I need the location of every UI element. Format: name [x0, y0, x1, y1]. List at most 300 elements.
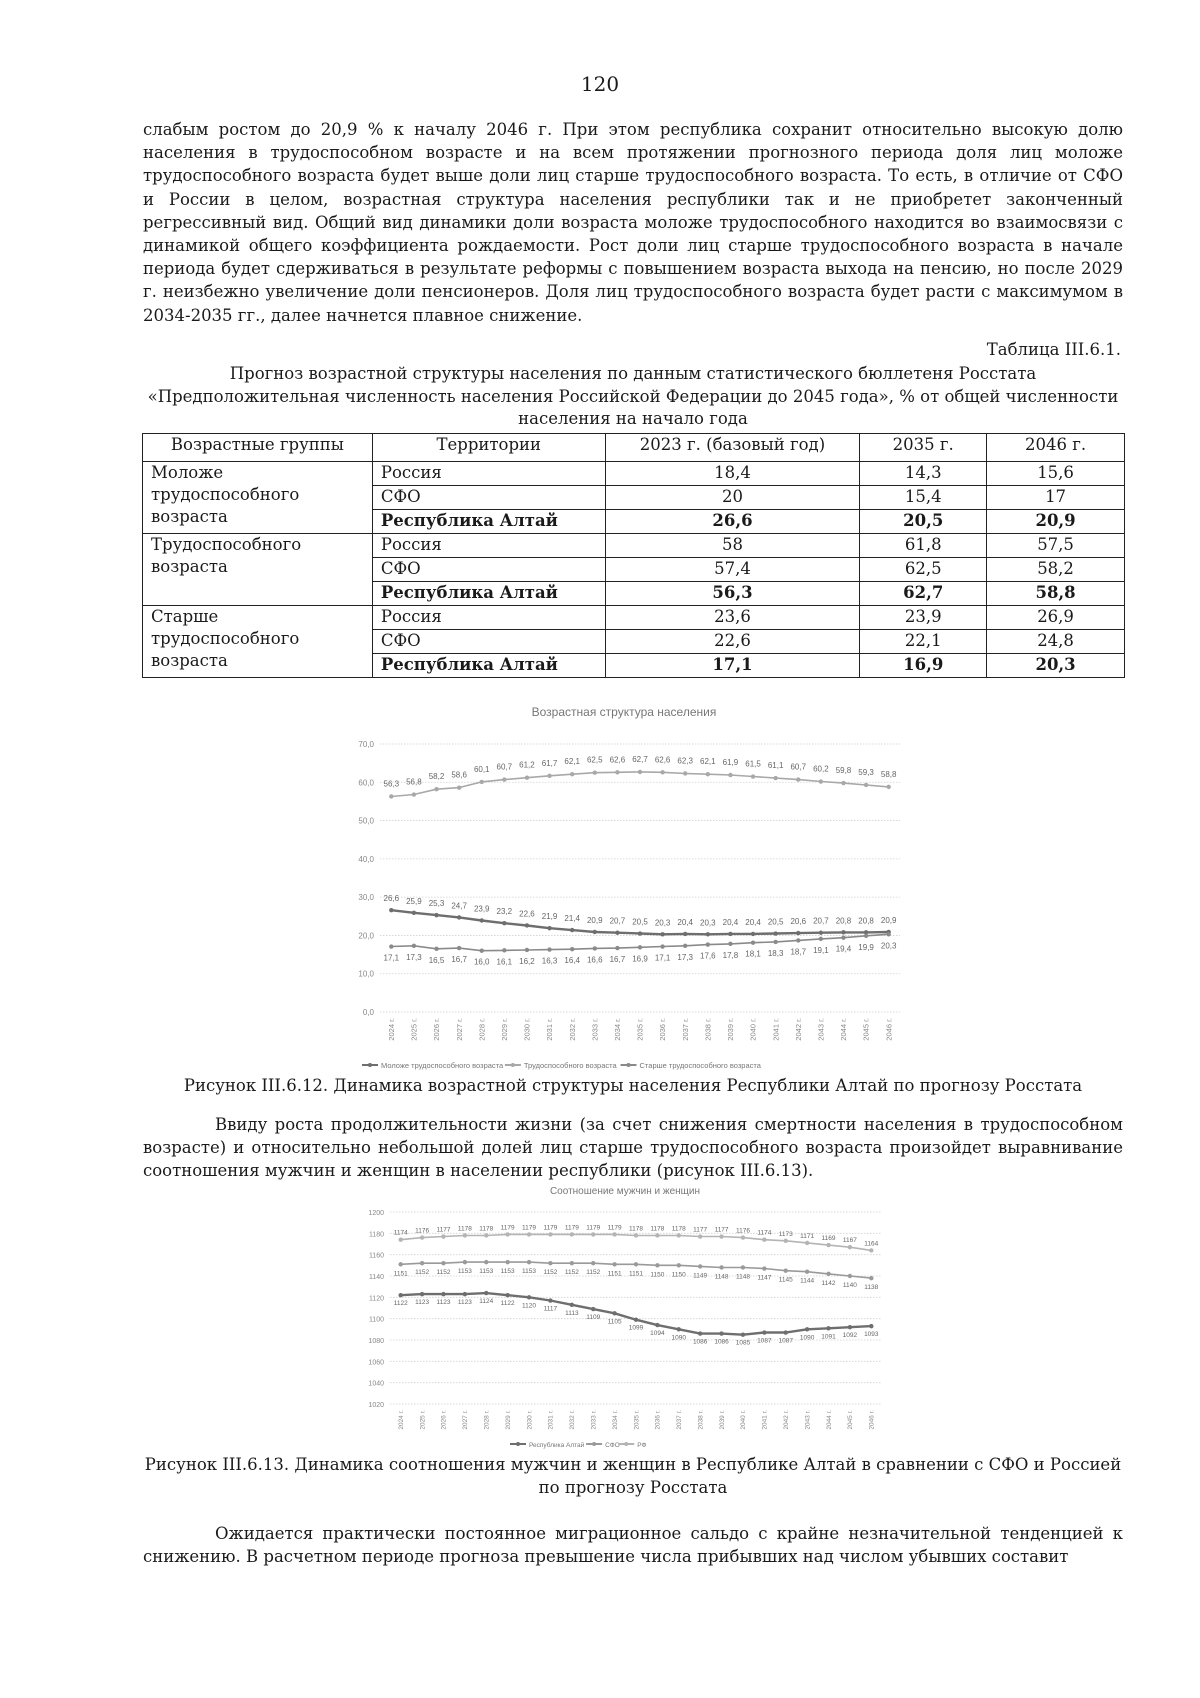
data-point — [570, 947, 574, 951]
value-cell: 23,6 — [605, 606, 860, 630]
data-label: 1177 — [693, 1226, 708, 1234]
data-label: 1090 — [671, 1334, 687, 1342]
x-tick-label: 2025 г. — [419, 1410, 427, 1430]
data-point — [398, 1262, 402, 1266]
value-cell: 58,8 — [987, 582, 1125, 606]
data-point — [502, 777, 506, 781]
data-point — [741, 1235, 745, 1239]
data-point — [773, 940, 777, 944]
data-label: 1174 — [393, 1229, 408, 1237]
data-label: 18,1 — [745, 949, 761, 959]
data-label: 1171 — [800, 1232, 815, 1240]
x-tick-label: 2044 г. — [839, 1018, 849, 1041]
table-caption: Прогноз возрастной структуры населения по данным статистического бюллетеня Росстата «Предположительная численность населения Российской Федерации до 2045 года», % от общей численности населения на начало года — [147, 364, 1119, 428]
data-point — [505, 1232, 509, 1236]
value-cell: 20,5 — [860, 510, 987, 534]
data-label: 1123 — [436, 1299, 451, 1307]
data-point — [593, 946, 597, 950]
data-point — [677, 1263, 681, 1267]
data-point — [655, 1323, 659, 1327]
x-tick-label: 2024 г. — [386, 1018, 396, 1041]
data-point — [527, 1232, 531, 1236]
y-tick-label: 1180 — [368, 1231, 384, 1239]
data-label: 1153 — [479, 1268, 494, 1276]
data-point — [841, 781, 845, 785]
data-point — [773, 931, 777, 935]
data-point — [412, 911, 416, 915]
data-point — [420, 1292, 424, 1296]
value-cell: 22,6 — [605, 630, 860, 654]
value-cell: 58 — [605, 534, 860, 558]
x-tick-label: 2043 г. — [804, 1410, 812, 1430]
data-label: 16,7 — [451, 955, 467, 965]
data-point — [398, 1293, 402, 1297]
figure-caption: Рисунок III.6.12. Динамика возрастной структуры населения Республики Алтай по прогнозу Росстата — [183, 1076, 1083, 1095]
data-point — [412, 944, 416, 948]
data-label: 1150 — [650, 1271, 665, 1279]
data-point — [762, 1238, 766, 1242]
legend-label: СФО — [605, 1442, 620, 1449]
data-label: 1152 — [415, 1269, 430, 1277]
x-tick-label: 2045 г. — [861, 1018, 871, 1041]
data-point — [805, 1327, 809, 1331]
data-point — [728, 773, 732, 777]
data-point — [796, 777, 800, 781]
data-point — [548, 1261, 552, 1265]
data-point — [841, 936, 845, 940]
data-label: 1179 — [564, 1224, 579, 1232]
x-tick-label: 2039 г. — [718, 1410, 726, 1430]
x-tick-label: 2037 г. — [676, 1410, 684, 1430]
data-label: 1152 — [564, 1269, 579, 1277]
data-point — [548, 1298, 552, 1302]
data-label: 20,9 — [586, 915, 603, 925]
value-cell: 20,3 — [987, 654, 1125, 678]
data-label: 1178 — [457, 1225, 472, 1233]
data-point — [698, 1264, 702, 1268]
data-point — [434, 913, 438, 917]
legend-label: Моложе трудоспособного возраста — [381, 1061, 504, 1070]
value-cell: 18,4 — [605, 462, 860, 486]
data-point — [484, 1233, 488, 1237]
data-point — [463, 1233, 467, 1237]
data-label: 1153 — [457, 1268, 472, 1276]
x-tick-label: 2025 г. — [409, 1018, 419, 1041]
value-cell: 57,5 — [987, 534, 1125, 558]
data-label: 56,8 — [406, 777, 422, 787]
data-label: 62,7 — [632, 754, 648, 764]
territory-cell: СФО — [372, 486, 605, 510]
data-point — [570, 928, 574, 932]
legend-marker — [627, 1063, 631, 1067]
data-point — [612, 1262, 616, 1266]
chart-title: Возрастная структура населения — [531, 705, 717, 719]
data-label: 20,5 — [767, 917, 784, 927]
value-cell: 15,6 — [987, 462, 1125, 486]
data-label: 16,3 — [541, 956, 558, 966]
y-tick-label: 10,0 — [358, 969, 374, 979]
data-label: 59,8 — [835, 766, 852, 776]
data-point — [869, 1324, 873, 1328]
data-label: 1148 — [735, 1273, 750, 1281]
data-label: 1092 — [842, 1332, 858, 1340]
data-label: 1152 — [543, 1269, 558, 1277]
table-header: 2035 г. — [860, 434, 987, 462]
data-point — [886, 932, 890, 936]
x-tick-label: 2041 г. — [761, 1410, 769, 1430]
data-label: 20,9 — [880, 915, 897, 925]
data-label: 61,5 — [745, 759, 761, 769]
data-label: 20,8 — [858, 916, 874, 926]
data-point — [848, 1325, 852, 1329]
data-label: 62,1 — [564, 757, 580, 767]
value-cell: 24,8 — [987, 630, 1125, 654]
data-point — [457, 946, 461, 950]
territory-cell: Россия — [372, 462, 605, 486]
data-point — [570, 1303, 574, 1307]
data-label: 21,4 — [564, 914, 580, 924]
value-cell: 16,9 — [860, 654, 987, 678]
data-point — [864, 783, 868, 787]
data-point — [784, 1330, 788, 1334]
data-point — [570, 1232, 574, 1236]
data-point — [547, 926, 551, 930]
data-label: 60,2 — [813, 764, 829, 774]
data-point — [463, 1260, 467, 1264]
data-label: 20,7 — [609, 916, 626, 926]
data-point — [548, 1232, 552, 1236]
data-label: 1099 — [628, 1324, 644, 1332]
body-paragraph: слабым ростом до 20,9 % к началу 2046 г. При этом республика сохранит относительно высокую долю населения в трудоспособном возрасте и на всем протяжении прогнозного периода доля лиц моложе трудоспособного возраста будет выше доли лиц старше трудоспособного возраста. То есть, в отличие от СФО и России в целом, возрастная структура населения республики так и не приобретет законченный регрессивный вид. Общий вид динамики доли возраста моложе трудоспособного находится во взаимосвязи с динамикой общего коэффициента рождаемости. Рост доли лиц старше трудоспособного возраста в начале периода будет сдерживаться в результате реформы с повышением возраста выхода на пенсию, но после 2029 г. неизбежно увеличение доли пенсионеров. Доля лиц трудоспособного возраста будет расти с максимумом в 2034-2035 гг., далее начнется плавное снижение. — [143, 120, 1123, 325]
data-point — [826, 1326, 830, 1330]
data-point — [719, 1265, 723, 1269]
data-label: 1178 — [629, 1225, 643, 1233]
data-point — [634, 1233, 638, 1237]
value-cell: 23,9 — [860, 606, 987, 630]
data-label: 1113 — [565, 1309, 579, 1317]
data-label: 20,8 — [835, 916, 852, 926]
data-label: 62,6 — [654, 755, 671, 765]
y-tick-label: 1160 — [368, 1252, 384, 1260]
data-label: 1177 — [714, 1226, 729, 1234]
x-tick-label: 2037 г. — [680, 1018, 690, 1041]
data-point — [591, 1307, 595, 1311]
data-label: 17,1 — [654, 953, 671, 963]
data-point — [480, 918, 484, 922]
data-label: 1085 — [735, 1339, 751, 1347]
data-label: 24,7 — [451, 901, 467, 911]
age-structure-table — [142, 433, 1125, 678]
data-label: 60,1 — [473, 764, 490, 774]
data-point — [527, 1260, 531, 1264]
data-label: 16,4 — [564, 956, 580, 966]
data-point — [784, 1239, 788, 1243]
data-point — [591, 1232, 595, 1236]
data-point — [660, 932, 664, 936]
data-label: 1105 — [607, 1318, 622, 1326]
data-label: 1093 — [864, 1331, 879, 1339]
chart-title: Соотношение мужчин и женщин — [549, 1186, 701, 1197]
data-point — [805, 1270, 809, 1274]
data-point — [634, 1262, 638, 1266]
data-point — [547, 947, 551, 951]
x-tick-label: 2038 г. — [703, 1018, 713, 1041]
data-label: 62,3 — [677, 756, 694, 766]
data-point — [547, 774, 551, 778]
data-point — [525, 923, 529, 927]
data-point — [525, 948, 529, 952]
data-point — [434, 947, 438, 951]
data-point — [434, 787, 438, 791]
data-point — [389, 944, 393, 948]
data-label: 20,6 — [790, 917, 807, 927]
data-label: 1179 — [586, 1224, 601, 1232]
data-label: 1176 — [735, 1227, 750, 1235]
data-label: 17,1 — [383, 953, 400, 963]
data-label: 1123 — [415, 1299, 430, 1307]
data-label: 1178 — [671, 1225, 686, 1233]
data-point — [698, 1234, 702, 1238]
y-tick-label: 1040 — [368, 1380, 384, 1388]
value-cell: 26,9 — [987, 606, 1125, 630]
data-label: 1138 — [864, 1284, 879, 1292]
data-point — [441, 1234, 445, 1238]
x-tick-label: 2027 г. — [454, 1018, 464, 1041]
table-header: Возрастные группы — [143, 434, 373, 462]
data-label: 20,5 — [632, 917, 648, 927]
data-label: 1176 — [415, 1227, 430, 1235]
x-tick-label: 2031 г. — [547, 1410, 555, 1430]
data-point — [826, 1272, 830, 1276]
x-tick-label: 2045 г. — [847, 1410, 855, 1430]
value-cell: 58,2 — [987, 558, 1125, 582]
value-cell: 15,4 — [860, 486, 987, 510]
data-label: 1148 — [714, 1273, 729, 1281]
data-label: 1174 — [757, 1229, 772, 1237]
data-point — [683, 932, 687, 936]
data-label: 1151 — [393, 1270, 408, 1278]
data-label: 62,6 — [609, 755, 626, 765]
data-label: 18,3 — [767, 948, 784, 958]
x-tick-label: 2046 г. — [868, 1410, 876, 1430]
data-label: 1087 — [757, 1337, 772, 1345]
territory-cell: Республика Алтай — [372, 654, 605, 678]
data-label: 17,6 — [700, 951, 716, 961]
y-tick-label: 70,0 — [358, 740, 374, 749]
data-point — [826, 1243, 830, 1247]
data-point — [741, 1265, 745, 1269]
body-paragraph: Ввиду роста продолжительности жизни (за счет снижения смертности населения в трудоспособном возрасте) и относительно небольшой долей лиц старше трудоспособного возраста произойдет выравнивание соотношения мужчин и женщин в населении республики (рисунок III.6.13). — [143, 1115, 1123, 1181]
data-label: 1150 — [671, 1271, 686, 1279]
data-point — [441, 1261, 445, 1265]
data-label: 1122 — [500, 1300, 515, 1308]
x-tick-label: 2039 г. — [726, 1018, 736, 1041]
data-label: 1124 — [479, 1298, 494, 1306]
sex-ratio-chart — [360, 1182, 890, 1450]
data-point — [655, 1233, 659, 1237]
data-label: 20,4 — [745, 917, 761, 927]
table-row — [143, 606, 1125, 630]
data-label: 62,1 — [700, 757, 716, 767]
data-label: 20,4 — [677, 917, 694, 927]
data-point — [796, 938, 800, 942]
value-cell: 22,1 — [860, 630, 987, 654]
data-label: 61,9 — [722, 758, 739, 768]
x-tick-label: 2030 г. — [522, 1018, 532, 1041]
data-label: 1179 — [500, 1224, 515, 1232]
data-point — [869, 1276, 873, 1280]
data-point — [819, 779, 823, 783]
x-tick-label: 2032 г. — [569, 1410, 577, 1430]
data-label: 1094 — [650, 1330, 665, 1338]
table-row — [143, 462, 1125, 486]
x-tick-label: 2040 г. — [740, 1410, 748, 1430]
data-point — [762, 1266, 766, 1270]
data-label: 19,4 — [835, 944, 852, 954]
data-label: 1153 — [522, 1268, 537, 1276]
x-tick-label: 2038 г. — [697, 1410, 705, 1430]
data-label: 60,7 — [496, 762, 513, 772]
data-label: 1086 — [692, 1338, 708, 1346]
x-tick-label: 2036 г. — [658, 1018, 668, 1041]
y-tick-label: 1140 — [368, 1274, 384, 1281]
data-label: 1087 — [778, 1337, 793, 1345]
data-point — [638, 931, 642, 935]
territory-cell: Россия — [372, 606, 605, 630]
data-label: 1091 — [821, 1333, 836, 1341]
data-point — [698, 1331, 702, 1335]
data-label: 26,6 — [383, 894, 400, 904]
legend-marker — [511, 1063, 515, 1067]
data-point — [706, 942, 710, 946]
age-group-cell: Трудоспособного возраста — [143, 534, 373, 606]
data-point — [728, 942, 732, 946]
legend-marker — [516, 1442, 520, 1446]
data-point — [398, 1238, 402, 1242]
data-point — [502, 948, 506, 952]
x-tick-label: 2033 г. — [590, 1018, 600, 1041]
x-tick-label: 2028 г. — [477, 1018, 487, 1041]
legend-label: Республика Алтай — [529, 1442, 585, 1449]
y-tick-label: 50,0 — [358, 816, 374, 826]
data-label: 61,2 — [519, 760, 535, 770]
y-tick-label: 40,0 — [358, 854, 374, 864]
y-tick-label: 30,0 — [358, 893, 374, 903]
y-tick-label: 1200 — [368, 1210, 384, 1217]
data-label: 1109 — [586, 1314, 601, 1322]
legend-label: Старше трудоспособного возраста — [639, 1061, 761, 1070]
data-point — [505, 1260, 509, 1264]
x-tick-label: 2040 г. — [748, 1018, 758, 1041]
data-point — [615, 770, 619, 774]
data-label: 19,1 — [813, 945, 829, 955]
data-point — [683, 771, 687, 775]
data-label: 56,3 — [383, 779, 400, 789]
data-point — [751, 932, 755, 936]
value-cell: 20,9 — [987, 510, 1125, 534]
age-group-cell: Старше трудоспособного возраста — [143, 606, 373, 678]
table-header-row — [143, 434, 1125, 462]
data-label: 1086 — [714, 1338, 729, 1346]
data-label: 1142 — [821, 1279, 836, 1287]
data-label: 1140 — [842, 1282, 857, 1289]
data-point — [457, 915, 461, 919]
data-point — [570, 772, 574, 776]
data-label: 1179 — [522, 1224, 537, 1232]
x-tick-label: 2043 г. — [816, 1018, 826, 1041]
data-label: 1147 — [757, 1274, 772, 1282]
data-label: 1164 — [864, 1240, 879, 1248]
data-label: 58,8 — [880, 769, 897, 779]
value-cell: 20 — [605, 486, 860, 510]
data-point — [615, 931, 619, 935]
data-point — [751, 774, 755, 778]
age-group-cell: Моложе трудоспособного возраста — [143, 462, 373, 534]
data-label: 20,7 — [813, 916, 829, 926]
data-point — [480, 780, 484, 784]
y-tick-label: 0,0 — [362, 1008, 374, 1017]
data-label: 1179 — [607, 1224, 622, 1232]
data-point — [796, 931, 800, 935]
data-label: 20,3 — [654, 918, 671, 928]
x-tick-label: 2024 г. — [397, 1410, 405, 1430]
data-label: 17,3 — [406, 952, 422, 962]
data-label: 58,6 — [451, 770, 467, 780]
territory-cell: СФО — [372, 558, 605, 582]
legend-marker — [624, 1442, 628, 1446]
data-label: 58,2 — [428, 772, 445, 782]
data-label: 1117 — [543, 1305, 558, 1313]
data-point — [484, 1291, 488, 1295]
data-label: 20,3 — [700, 918, 716, 928]
data-point — [805, 1241, 809, 1245]
y-tick-label: 1120 — [368, 1295, 384, 1303]
territory-cell: СФО — [372, 630, 605, 654]
y-tick-label: 1080 — [368, 1338, 384, 1345]
data-label: 1144 — [800, 1277, 815, 1285]
table-row — [143, 534, 1125, 558]
data-label: 1153 — [500, 1268, 515, 1276]
data-point — [655, 1263, 659, 1267]
data-label: 1120 — [522, 1302, 537, 1310]
value-cell: 62,5 — [860, 558, 987, 582]
data-point — [741, 1332, 745, 1336]
data-label: 20,4 — [722, 917, 739, 927]
value-cell: 17,1 — [605, 654, 860, 678]
data-point — [638, 945, 642, 949]
value-cell: 61,8 — [860, 534, 987, 558]
data-label: 23,2 — [496, 907, 513, 917]
data-point — [420, 1235, 424, 1239]
data-point — [389, 794, 393, 798]
data-point — [634, 1318, 638, 1322]
value-cell: 26,6 — [605, 510, 860, 534]
data-label: 16,6 — [586, 955, 603, 965]
data-point — [612, 1311, 616, 1315]
data-label: 1177 — [436, 1226, 451, 1234]
data-label: 16,1 — [496, 957, 513, 967]
x-tick-label: 2029 г. — [499, 1018, 509, 1041]
data-point — [848, 1274, 852, 1278]
x-tick-label: 2031 г. — [545, 1018, 555, 1041]
data-label: 1123 — [457, 1299, 472, 1307]
data-label: 16,5 — [428, 955, 445, 965]
x-tick-label: 2036 г. — [654, 1410, 662, 1430]
data-point — [612, 1232, 616, 1236]
x-tick-label: 2033 г. — [590, 1410, 598, 1430]
y-tick-label: 1100 — [368, 1316, 384, 1324]
data-point — [502, 921, 506, 925]
